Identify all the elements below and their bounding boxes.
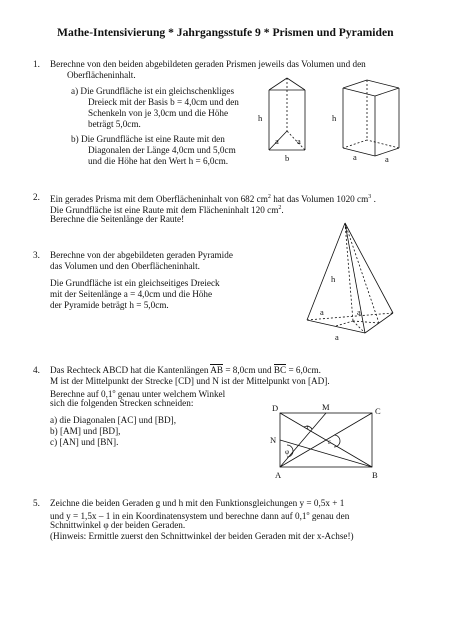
task4-line1 bbox=[50, 365, 321, 376]
task4-line1-post: = 6,0cm. bbox=[288, 365, 321, 375]
pyramid-label-a-bottom: a bbox=[335, 332, 339, 342]
task1-a-line2: Dreieck mit der Basis b = 4,0cm und den bbox=[88, 97, 239, 107]
angle-label-tau: τ bbox=[306, 423, 309, 431]
prism1-label-h: h bbox=[258, 113, 263, 123]
segment-ab: AB bbox=[210, 365, 224, 375]
prism2-label-a-left: a bbox=[353, 152, 357, 162]
pyramid-figure bbox=[295, 218, 405, 348]
task4-number: 4. bbox=[33, 365, 40, 375]
task1-number: 1. bbox=[33, 59, 40, 69]
segment-bc: BC bbox=[273, 365, 287, 375]
vertex-label-n: N bbox=[270, 435, 277, 445]
prism1-label-b: b bbox=[285, 153, 290, 163]
prism2-label-h: h bbox=[332, 113, 337, 123]
task4-line2: M ist der Mittelpunkt der Strecke [CD] und N ist der Mittelpunkt von [AD]. bbox=[50, 376, 330, 386]
task5-line1: Zeichne die beiden Geraden g und h mit den Funktionsgleichungen y = 0,5x + 1 bbox=[50, 498, 345, 508]
rhombus-prism bbox=[343, 80, 399, 156]
task4-item-c: c) [AN] und [BN]. bbox=[50, 437, 119, 447]
angle-label-epsilon: ε bbox=[328, 438, 331, 446]
task4-item-a: a) die Diagonalen [AC] und [BD], bbox=[50, 415, 177, 425]
pyramid-label-h: h bbox=[331, 274, 336, 284]
prism1-label-a-left: a bbox=[275, 136, 279, 146]
task4-line4: sich die folgenden Strecken schneiden: bbox=[50, 398, 194, 408]
vertex-label-b: B bbox=[372, 470, 378, 480]
task4-line1-mid: = 8,0cm und bbox=[225, 365, 272, 375]
page-title: Mathe-Intensivierung * Jahrgangsstufe 9 * Prismen und Pyramiden bbox=[57, 26, 394, 39]
task5-line2-text: und y = 1,5x – 1 in ein Koordinatensystem und berechne dann auf 0,1$^o$ genau den bbox=[50, 511, 350, 522]
task4-line1-pre: Das Rechteck ABCD hat die Kantenlängen bbox=[50, 365, 209, 375]
task3-line2: das Volumen und den Oberflächeninhalt. bbox=[50, 261, 200, 271]
task4-item-b: b) [AM] und [BD], bbox=[50, 426, 121, 436]
prism2-label-a-right: a bbox=[385, 154, 389, 164]
task1-line1: Berechne von den beiden abgebildeten geraden Prismen jeweils das Volumen und den bbox=[50, 59, 366, 69]
task1-a-line4: beträgt 5,0cm. bbox=[88, 119, 141, 129]
vertex-label-a: A bbox=[275, 470, 282, 480]
prism1-label-a-right: a bbox=[297, 136, 301, 146]
angle-label-phi: φ bbox=[285, 448, 290, 456]
task3-body2: mit der Seitenlänge a = 4,0cm und die Höhe bbox=[50, 289, 213, 299]
task5-line3: Schnittwinkel φ der beiden Geraden. bbox=[50, 520, 186, 530]
task5-line4: (Hinweis: Ermittle zuerst den Schnittwinkel der beiden Geraden mit der x-Achse!) bbox=[50, 531, 354, 541]
task2-line1-text: Ein gerades Prisma mit dem Oberflächeninhalt von 682 $cm^2$ hat das Volumen 1020 $cm^3$ . bbox=[50, 194, 376, 205]
task1-line2: Oberflächeninhalt. bbox=[67, 70, 136, 80]
pyramid-label-a-left: a bbox=[320, 307, 324, 317]
vertex-label-c: C bbox=[375, 406, 381, 416]
task3-number: 3. bbox=[33, 250, 40, 260]
task5-number: 5. bbox=[33, 498, 40, 508]
task1-a-line1: a) Die Grundfläche ist ein gleichschenkliges bbox=[71, 86, 235, 96]
task1-b-line1: b) Die Grundfläche ist eine Raute mit den bbox=[71, 134, 225, 144]
vertex-label-m: M bbox=[322, 402, 330, 412]
task1-a-line3: Schenkeln von je 3,0cm und die Höhe bbox=[88, 108, 229, 118]
prism-figures bbox=[255, 76, 415, 166]
task3-line1: Berechne von der abgebildeten geraden Pyramide bbox=[50, 250, 233, 260]
pyramid-label-a-mid: a bbox=[357, 307, 361, 317]
task1-b-line3: und die Höhe hat den Wert h = 6,0cm. bbox=[88, 156, 229, 166]
task2-number: 2. bbox=[33, 192, 40, 202]
vertex-label-d: D bbox=[272, 403, 279, 413]
rectangle-figure bbox=[268, 401, 388, 481]
task1-b-line2: Diagonalen der Länge 4,0cm und 5,0cm bbox=[88, 145, 236, 155]
task2-line3: Berechne die Seitenlänge der Raute! bbox=[50, 214, 185, 224]
task3-body3: der Pyramide beträgt h = 5,0cm. bbox=[50, 300, 169, 310]
task4-line3-text: Berechne auf 0,1$^o$ genau unter welchem Winkel bbox=[50, 389, 226, 400]
task3-body1: Die Grundfläche ist ein gleichseitiges Dreieck bbox=[50, 278, 220, 288]
task2-line2-text: Die Grundfläche ist eine Raute mit dem Flächeninhalt 120 $cm^2$. bbox=[50, 205, 284, 216]
